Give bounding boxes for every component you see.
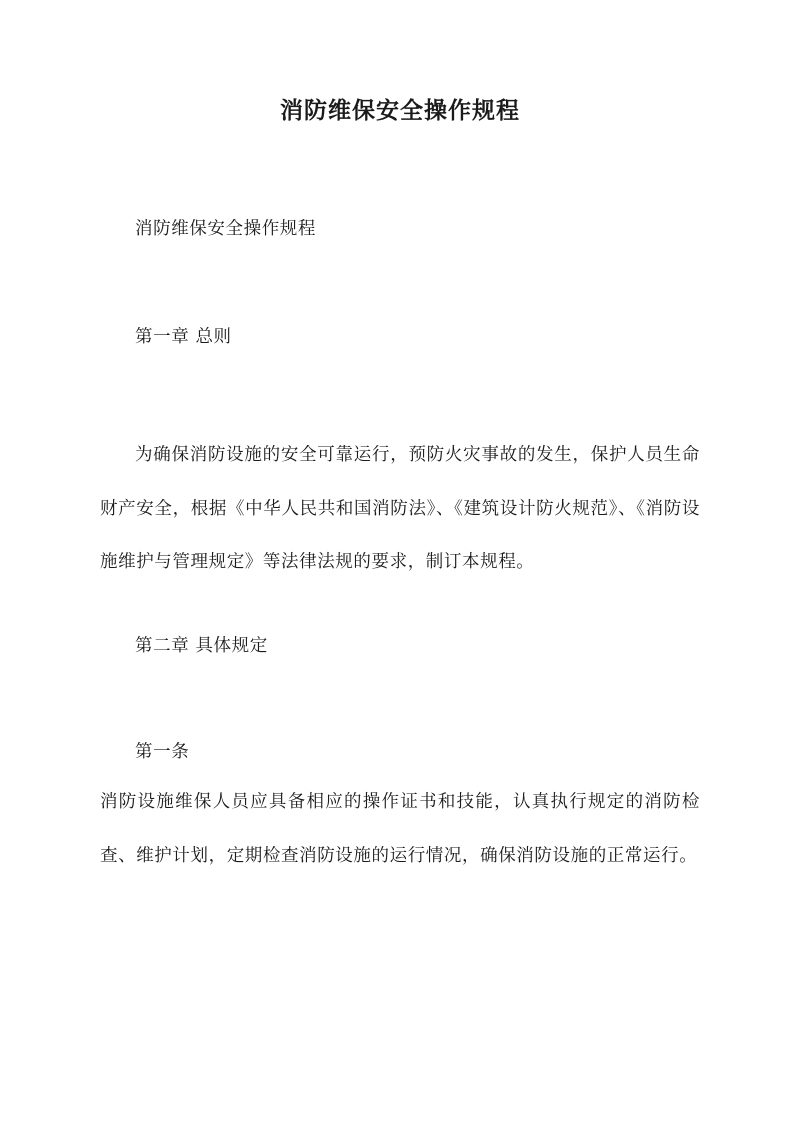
chapter-1-paragraph: 为确保消防设施的安全可靠运行，预防火灾事故的发生，保护人员生命财产安全，根据《中华人民共和国消防法》、《建筑设计防火规范》、《消防设施维护与管理规定》等法律法规的要求，制订本规程。 bbox=[100, 445, 700, 572]
chapter-2-heading: 第二章 具体规定 bbox=[135, 636, 268, 656]
article-1-text: 消防设施维保人员应具备相应的操作证书和技能，认真执行规定的消防检查、维护计划，定期检查消防设施的运行情况，确保消防设施的正常运行。 bbox=[100, 792, 700, 866]
article-1-heading: 第一条 bbox=[135, 742, 190, 762]
chapter-1-heading: 第一章 总则 bbox=[135, 327, 232, 347]
document-subtitle: 消防维保安全操作规程 bbox=[135, 219, 316, 239]
document-title: 消防维保安全操作规程 bbox=[280, 97, 520, 124]
